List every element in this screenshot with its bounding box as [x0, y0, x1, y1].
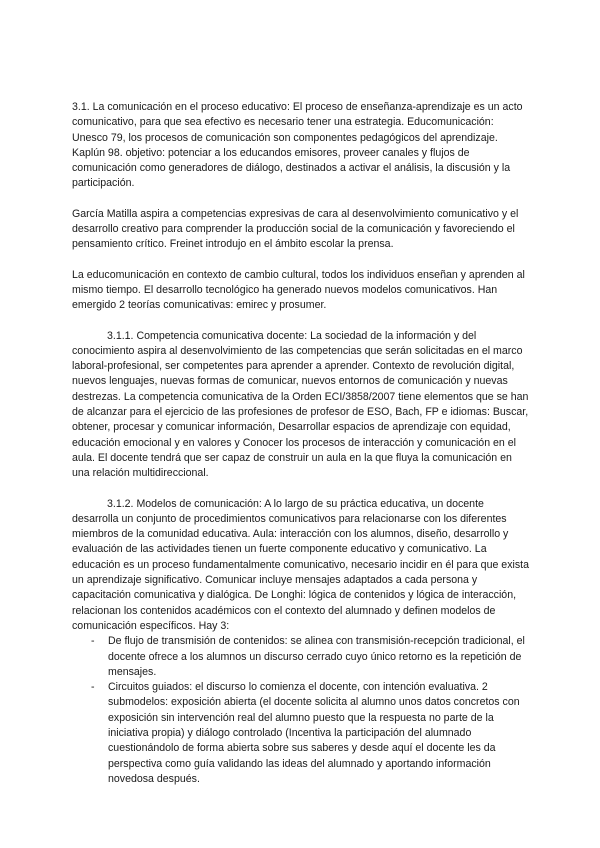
list-item-text: De flujo de transmisión de contenidos: se alinea con transmisión-recepción tradicional, el docente ofrece a los alumnos un discurso cerrado cuyo único retorno es la repetición de mensajes. — [108, 635, 525, 678]
list-item — [72, 634, 532, 680]
paragraph-3-1: 3.1. La comunicación en el proceso educativo: El proceso de enseñanza-aprendizaje es un acto comunicativo, para que sea efectivo es necesario tener una estrategia. Educomunicación: Unesco 79, los procesos de comunicación son componentes pedagógicos del aprendizaje. Kaplún 98. objetivo: potenciar a los educandos emisores, proveer canales y flujos de comunicación como generadores de diálogo, destinados a activar el análisis, la discusión y la participación. — [72, 101, 523, 190]
paragraph-garcia-matilla: García Matilla aspira a competencias expresivas de cara al desenvolvimiento comunicativo y el desarrollo creativo para comprender la producción social de la comunicación y favoreciendo el pensamiento crítico. Freinet introdujo en el ámbito escolar la prensa. — [72, 207, 519, 251]
list-item — [72, 680, 532, 787]
dash-bullet: - — [91, 635, 95, 648]
models-list — [72, 634, 532, 787]
list-item-text: Circuitos guiados: el discurso lo comienza el docente, con intención evaluativa. 2 submodelos: exposición abierta (el docente solicita al alumno unos datos concretos con exposición sin intervención real del alumno puesto que la respuesta no parte de la iniciativa propia) y diálogo controlado (Incentiva la participación del alumnado cuestionándolo de forma abierta sobre sus saberes y desde aquí el docente les da perspectiva como guía validando las ideas del alumnado y aportando información novedosa después. — [108, 681, 520, 785]
paragraph-3-1-2: 3.1.2. Modelos de comunicación: A lo largo de su práctica educativa, un docente desarrolla un conjunto de procedimientos comunicativos para relacionarse con los diferentes miembros de la comunidad educativa. Aula: interacción con los alumnos, diseño, desarrollo y evaluación de las actividades tienen un fuerte componente educativo y comunicativo. La educación es un proceso fundamentalmente comunicativo, necesario incidir en él para que exista un aprendizaje significativo. Comunicar incluye mensajes adaptados a cada persona y capacitación comunicativa y dialógica. De Longhi: lógica de contenidos y lógica de interacción, relacionan los contenidos académicos con el contexto del alumnado y definen modelos de comunicación específicos. Hay 3: — [72, 497, 529, 632]
paragraph-3-1-1: 3.1.1. Competencia comunicativa docente: La sociedad de la información y del conocimiento aspira al desenvolvimiento de las competencias que serán solicitadas en el marco laboral-profesional, ser competentes para aprender a aprender. Contexto de revolución digital, nuevos lenguajes, nuevas formas de comunicar, nuevos entornos de comunicación y nuevas destrezas. La competencia comunicativa de la Orden ECI/3858/2007 tiene elementos que se han de alcanzar para el ejercicio de las profesiones de profesor de ESO, Bach, FP e idiomas: Buscar, obtener, procesar y comunicar información, Desarrollar espacios de aprendizaje con equidad, educación emocional y en valores y Conocer los procesos de interacción y comunicación en el aula. El docente tendrá que ser capaz de construir un aula en la que fluya la comunicación en una relación multidireccional. — [72, 329, 529, 480]
paragraph-educomunicacion: La educomunicación en contexto de cambio cultural, todos los individuos enseñan y aprenden al mismo tiempo. El desarrollo tecnológico ha generado nuevos modelos comunicativos. Han emergido 2 teorías comunicativas: emirec y prosumer. — [72, 268, 525, 312]
dash-bullet: - — [91, 681, 95, 694]
